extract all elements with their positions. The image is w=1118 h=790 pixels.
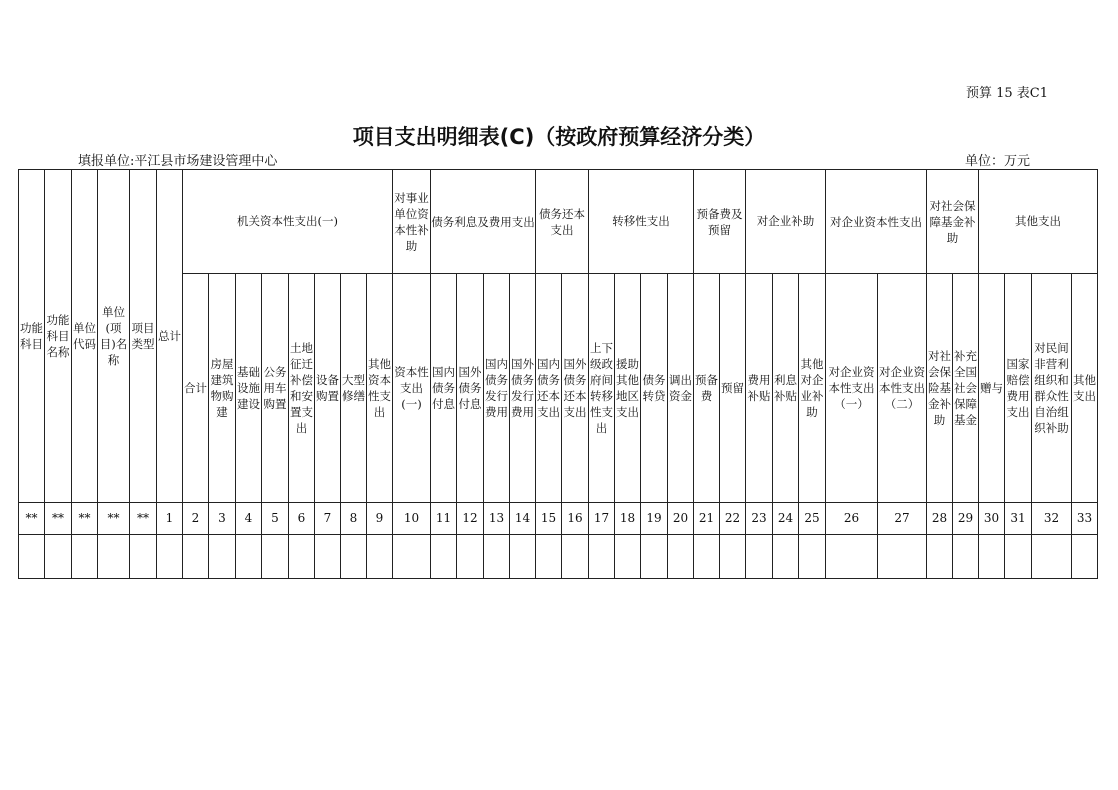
data-cell — [484, 535, 510, 579]
group-header-other: 其他支出 — [979, 170, 1098, 274]
sub-header-donation: 赠与 — [979, 274, 1005, 503]
code-cell: 1 — [157, 503, 183, 535]
code-cell: 3 — [209, 503, 236, 535]
sub-header-domestic-issuance: 国内债务发行费用 — [484, 274, 510, 503]
code-cell: 8 — [341, 503, 367, 535]
code-cell: 9 — [367, 503, 393, 535]
code-cell: 20 — [668, 503, 694, 535]
header-project-type: 项目类型 — [130, 170, 157, 503]
data-cell — [1032, 535, 1072, 579]
code-cell: 21 — [694, 503, 720, 535]
data-cell — [641, 535, 668, 579]
group-header-debt-principal: 债务还本支出 — [536, 170, 589, 274]
code-cell: 25 — [799, 503, 826, 535]
data-cell — [979, 535, 1005, 579]
data-cell — [98, 535, 130, 579]
sub-header-state-compensation: 国家赔偿费用支出 — [1005, 274, 1032, 503]
code-cell: 13 — [484, 503, 510, 535]
sub-header-expense-subsidy: 费用补贴 — [746, 274, 773, 503]
data-cell — [130, 535, 157, 579]
code-cell: 33 — [1072, 503, 1098, 535]
code-cell: 12 — [457, 503, 484, 535]
data-row — [19, 535, 1098, 579]
code-row — [19, 503, 1098, 535]
data-cell — [694, 535, 720, 579]
group-header-transfer: 转移性支出 — [589, 170, 694, 274]
data-cell — [209, 535, 236, 579]
sub-header-retained: 预留 — [720, 274, 746, 503]
sub-header-land-compensation: 土地征迁补偿和安置支出 — [289, 274, 315, 503]
header-functional-subject: 功能科目 — [19, 170, 45, 503]
code-cell: 17 — [589, 503, 615, 535]
code-cell: ** — [72, 503, 98, 535]
data-cell — [773, 535, 799, 579]
sub-header-major-repair: 大型修缮 — [341, 274, 367, 503]
data-cell — [262, 535, 289, 579]
group-header-debt-interest: 债务利息及费用支出 — [431, 170, 536, 274]
code-cell: 7 — [315, 503, 341, 535]
sub-header-other-enterprise-subsidy: 其他对企业补助 — [799, 274, 826, 503]
data-cell — [157, 535, 183, 579]
sub-header-social-insurance-fund: 对社会保险基金补助 — [927, 274, 953, 503]
data-cell — [562, 535, 589, 579]
data-cell — [1072, 535, 1098, 579]
sub-header-other-expenditure: 其他支出 — [1072, 274, 1098, 503]
money-unit: 单位：万元 — [965, 154, 1031, 169]
data-cell — [457, 535, 484, 579]
sub-header-capital-expenditure-1: 资本性支出(一) — [393, 274, 431, 503]
sub-header-domestic-interest: 国内债务付息 — [431, 274, 457, 503]
code-cell: 11 — [431, 503, 457, 535]
sub-header-intergovernmental-transfer: 上下级政府间转移性支出 — [589, 274, 615, 503]
data-cell — [799, 535, 826, 579]
data-cell — [19, 535, 45, 579]
data-cell — [45, 535, 72, 579]
code-cell: 10 — [393, 503, 431, 535]
code-cell: 16 — [562, 503, 589, 535]
data-cell — [315, 535, 341, 579]
data-cell — [746, 535, 773, 579]
code-cell: 22 — [720, 503, 746, 535]
sub-header-vehicle: 公务用车购置 — [262, 274, 289, 503]
code-cell: 28 — [927, 503, 953, 535]
data-cell — [1005, 535, 1032, 579]
filling-unit: 填报单位:平江县市场建设管理中心 — [78, 154, 278, 169]
code-cell: 26 — [826, 503, 878, 535]
code-cell: 18 — [615, 503, 641, 535]
code-cell: 27 — [878, 503, 927, 535]
data-cell — [341, 535, 367, 579]
data-cell — [367, 535, 393, 579]
sub-header-infrastructure: 基础设施建设 — [236, 274, 262, 503]
code-cell: 30 — [979, 503, 1005, 535]
sub-header-enterprise-capital-2: 对企业资本性支出（二） — [878, 274, 927, 503]
data-cell — [510, 535, 536, 579]
data-cell — [720, 535, 746, 579]
group-header-enterprise-capital: 对企业资本性支出 — [826, 170, 927, 274]
code-cell: 19 — [641, 503, 668, 535]
sub-header-foreign-issuance: 国外债务发行费用 — [510, 274, 536, 503]
data-cell — [393, 535, 431, 579]
code-cell: 29 — [953, 503, 979, 535]
form-code: 预算 15 表C1 — [966, 86, 1049, 101]
sub-header-other-capital: 其他资本性支出 — [367, 274, 393, 503]
sub-header-debt-onlending: 债务转贷 — [641, 274, 668, 503]
data-cell — [236, 535, 262, 579]
code-cell: ** — [130, 503, 157, 535]
code-cell: 31 — [1005, 503, 1032, 535]
code-cell: 2 — [183, 503, 209, 535]
code-cell: ** — [98, 503, 130, 535]
data-cell — [826, 535, 878, 579]
group-header-agency-capital: 机关资本性支出(一) — [183, 170, 393, 274]
code-cell: 14 — [510, 503, 536, 535]
budget-table — [18, 169, 1098, 579]
data-cell — [668, 535, 694, 579]
data-cell — [927, 535, 953, 579]
sub-header-interest-subsidy: 利息补贴 — [773, 274, 799, 503]
data-cell — [289, 535, 315, 579]
data-cell — [72, 535, 98, 579]
header-grand-total: 总计 — [157, 170, 183, 503]
header-unit-code: 单位代码 — [72, 170, 98, 503]
code-cell: 23 — [746, 503, 773, 535]
sub-header-national-social-security: 补充全国社会保障基金 — [953, 274, 979, 503]
data-cell — [431, 535, 457, 579]
sub-header-domestic-principal: 国内债务还本支出 — [536, 274, 562, 503]
code-cell: 32 — [1032, 503, 1072, 535]
code-cell: 6 — [289, 503, 315, 535]
sub-header-subtotal: 合计 — [183, 274, 209, 503]
sub-header-nonprofit-subsidy: 对民间非营利组织和群众性自治组织补助 — [1032, 274, 1072, 503]
sub-header-aid-other-regions: 援助其他地区支出 — [615, 274, 641, 503]
group-header-reserve: 预备费及预留 — [694, 170, 746, 274]
code-cell: ** — [19, 503, 45, 535]
sub-header-building: 房屋建筑物购建 — [209, 274, 236, 503]
code-cell: 15 — [536, 503, 562, 535]
page-title: 项目支出明细表(C)（按政府预算经济分类） — [352, 125, 766, 149]
data-cell — [953, 535, 979, 579]
data-cell — [878, 535, 927, 579]
code-cell: 5 — [262, 503, 289, 535]
group-header-institution-capital-subsidy: 对事业单位资本性补助 — [393, 170, 431, 274]
code-cell: 24 — [773, 503, 799, 535]
data-cell — [589, 535, 615, 579]
data-cell — [615, 535, 641, 579]
sub-header-foreign-principal: 国外债务还本支出 — [562, 274, 589, 503]
data-cell — [183, 535, 209, 579]
header-functional-subject-name: 功能科目名称 — [45, 170, 72, 503]
sub-header-foreign-interest: 国外债务付息 — [457, 274, 484, 503]
header-unit-project-name: 单位(项目)名称 — [98, 170, 130, 503]
group-header-enterprise-subsidy: 对企业补助 — [746, 170, 826, 274]
sub-header-reserve-fund: 预备费 — [694, 274, 720, 503]
sub-header-enterprise-capital-1: 对企业资本性支出（一） — [826, 274, 878, 503]
data-cell — [536, 535, 562, 579]
sub-header-funds-out: 调出资金 — [668, 274, 694, 503]
group-header-social-security: 对社会保障基金补助 — [927, 170, 979, 274]
sub-header-equipment: 设备购置 — [315, 274, 341, 503]
code-cell: 4 — [236, 503, 262, 535]
code-cell: ** — [45, 503, 72, 535]
